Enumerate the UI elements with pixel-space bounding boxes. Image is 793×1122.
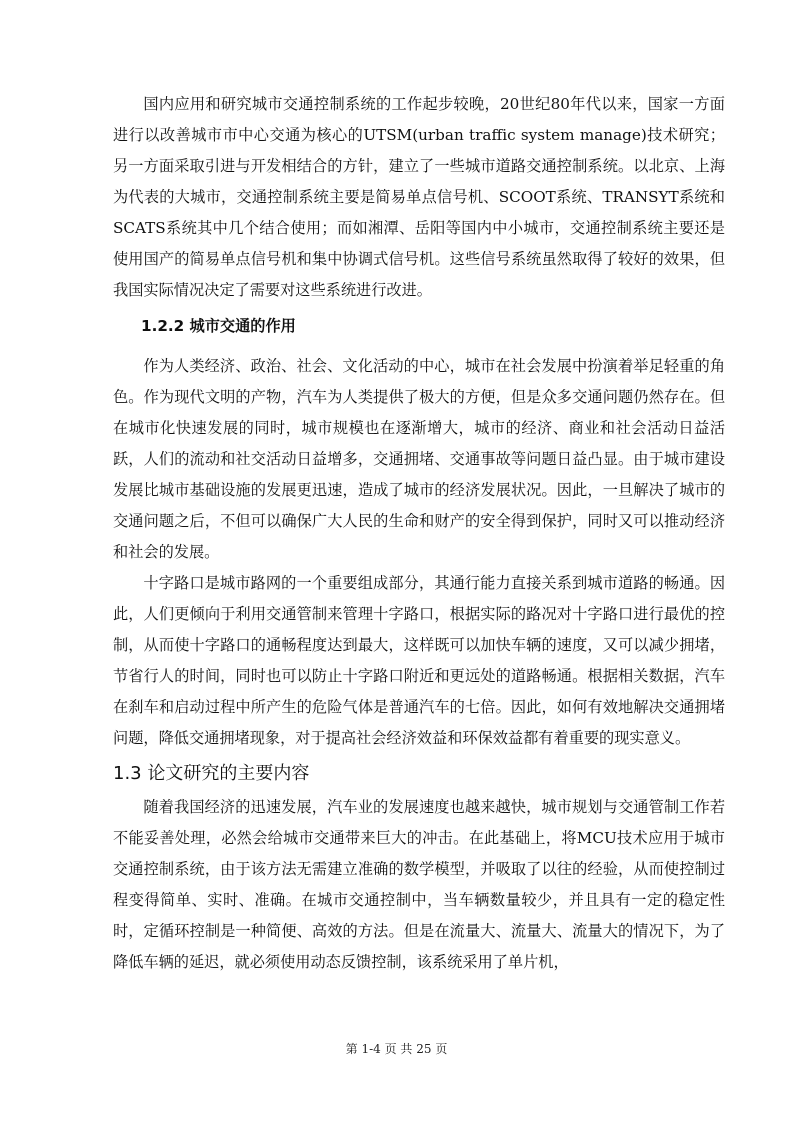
section-1-2-2-heading: 1.2.2 城市交通的作用: [141, 317, 296, 335]
page-body: [113, 89, 725, 978]
section-1-2-2-paragraph-2: 十字路口是城市路网的一个重要组成部分，其通行能力直接关系到城市道路的畅通。因此，人们更倾向于利用交通管制来管理十字路口，根据实际的路况对十字路口进行最优的控制，从而使十字路口的通畅程度达到最大，这样既可以加快车辆的速度，又可以减少拥堵，节省行人的时间，同时也可以防止十字路口附近和更远处的道路畅通。根据相关数据，汽车在刹车和启动过程中所产生的危险气体是普通汽车的七倍。因此，如何有效地解决交通拥堵问题，降低交通拥堵现象，对于提高社会经济效益和环保效益都有着重要的现实意义。: [113, 574, 725, 747]
section-1-3-paragraph-1: 随着我国经济的迅速发展，汽车业的发展速度也越来越快，城市规划与交通管制工作若不能妥善处理，必然会给城市交通带来巨大的冲击。在此基础上，将MCU技术应用于城市交通控制系统，由于该方法无需建立准确的数学模型，并吸取了以往的经验，从而使控制过程变得简单、实时、准确。在城市交通控制中，当车辆数量较少，并且具有一定的稳定性时，定循环控制是一种简便、高效的方法。但是在流量大、流量大、流量大的情况下，为了降低车辆的延迟，就必须使用动态反馈控制，该系统采用了单片机，: [113, 798, 725, 971]
page-number-footer: 第 1-4 页 共 25 页: [345, 1042, 448, 1056]
section-1-2-2-paragraph-1: 作为人类经济、政治、社会、文化活动的中心，城市在社会发展中扮演着举足轻重的角色。作为现代文明的产物，汽车为人类提供了极大的方便，但是众多交通问题仍然存在。但在城市化快速发展的同时，城市规模也在逐渐增大，城市的经济、商业和社会活动日益活跃，人们的流动和社交活动日益增多，交通拥堵、交通事故等问题日益凸显。由于城市建设发展比城市基础设施的发展更迅速，造成了城市的经济发展状况。因此，一旦解决了城市的交通问题之后，不但可以确保广大人民的生命和财产的安全得到保护，同时又可以推动经济和社会的发展。: [113, 357, 725, 561]
section-1-3-heading: 1.3 论文研究的主要内容: [113, 763, 310, 784]
intro-paragraph: 国内应用和研究城市交通控制系统的工作起步较晚，20世纪80年代以来，国家一方面进行以改善城市市中心交通为核心的UTSM(urban traffic system manage)技术研究；另一方面采取引进与开发相结合的方针，建立了一些城市道路交通控制系统。以北京、上海为代表的大城市，交通控制系统主要是简易单点信号机、SCOOT系统、TRANSYT系统和SCATS系统其中几个结合使用；而如湘潭、岳阳等国内中小城市，交通控制系统主要还是使用国产的简易单点信号机和集中协调式信号机。这些信号系统虽然取得了较好的效果，但我国实际情况决定了需要对这些系统进行改进。: [113, 95, 725, 299]
